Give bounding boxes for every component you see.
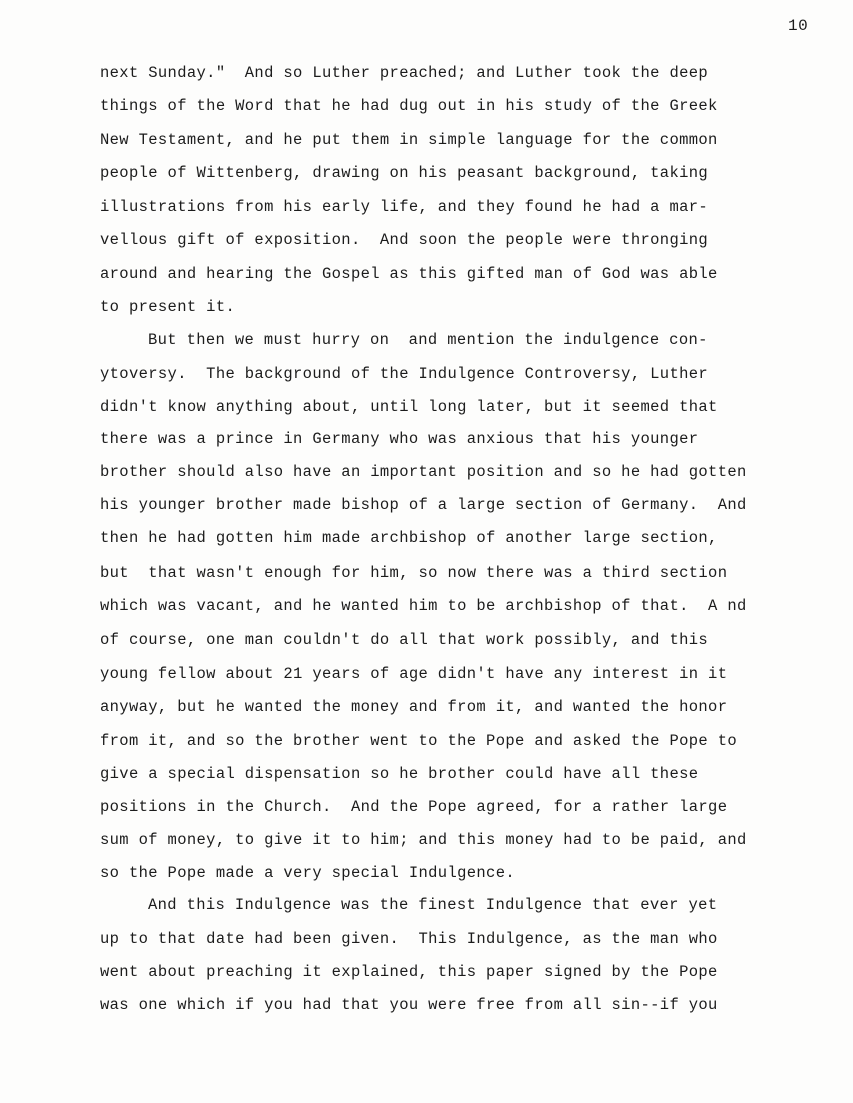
text-line: illustrations from his early life, and they found he had a mar-	[100, 198, 709, 216]
paragraph-start-line: And this Indulgence was the finest Indulgence that ever yet	[148, 896, 718, 914]
page-number: 10	[788, 17, 809, 35]
text-line: people of Wittenberg, drawing on his peasant background, taking	[100, 164, 709, 182]
text-line: give a special dispensation so he brother could have all these	[100, 765, 699, 783]
text-line: then he had gotten him made archbishop of another large section,	[100, 529, 718, 547]
text-line: things of the Word that he had dug out in his study of the Greek	[100, 97, 718, 115]
text-line: brother should also have an important position and so he had gotten	[100, 463, 747, 481]
text-line: up to that date had been given. This Indulgence, as the man who	[100, 930, 718, 948]
text-line: but that wasn't enough for him, so now there was a third section	[100, 564, 728, 582]
text-line: around and hearing the Gospel as this gifted man of God was able	[100, 265, 718, 283]
text-line: didn't know anything about, until long later, but it seemed that	[100, 398, 718, 416]
text-line: anyway, but he wanted the money and from it, and wanted the honor	[100, 698, 728, 716]
text-line: there was a prince in Germany who was anxious that his younger	[100, 430, 699, 448]
text-line: ytoversy. The background of the Indulgence Controversy, Luther	[100, 365, 709, 383]
text-line: of course, one man couldn't do all that work possibly, and this	[100, 631, 709, 649]
paragraph-start-line: But then we must hurry on and mention the indulgence con-	[148, 331, 708, 349]
text-line: vellous gift of exposition. And soon the people were thronging	[100, 231, 709, 249]
text-line: so the Pope made a very special Indulgence.	[100, 864, 516, 882]
text-line: young fellow about 21 years of age didn't have any interest in it	[100, 665, 728, 683]
text-line: next Sunday." And so Luther preached; and Luther took the deep	[100, 64, 709, 82]
text-line: positions in the Church. And the Pope agreed, for a rather large	[100, 798, 728, 816]
text-line: sum of money, to give it to him; and this money had to be paid, and	[100, 831, 747, 849]
text-line: New Testament, and he put them in simple language for the common	[100, 131, 718, 149]
text-line: from it, and so the brother went to the Pope and asked the Pope to	[100, 732, 737, 750]
text-line: which was vacant, and he wanted him to be archbishop of that. A nd	[100, 597, 747, 615]
text-line: to present it.	[100, 298, 236, 316]
text-line: was one which if you had that you were free from all sin--if you	[100, 996, 718, 1014]
text-line: his younger brother made bishop of a large section of Germany. And	[100, 496, 747, 514]
text-line: went about preaching it explained, this paper signed by the Pope	[100, 963, 718, 981]
